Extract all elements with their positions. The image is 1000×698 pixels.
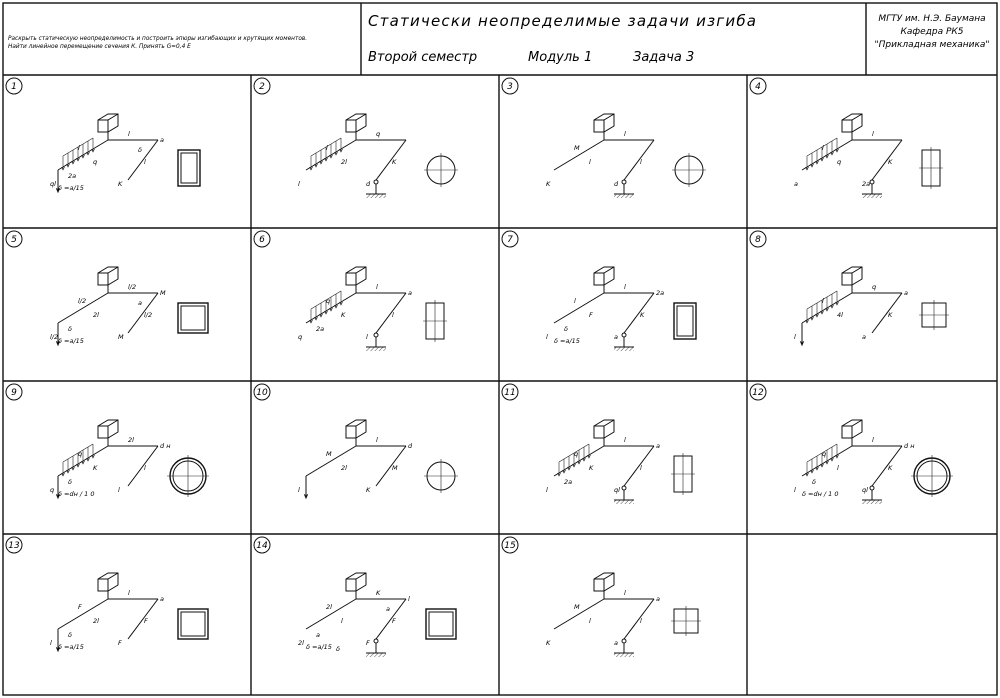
dimension-label: l/2	[128, 283, 137, 291]
dimension-label: l	[118, 486, 120, 494]
dimension-label: 2l	[326, 603, 332, 611]
fixed-support-icon	[346, 267, 366, 285]
dimension-label: M	[160, 289, 166, 297]
cross-section-tube	[178, 150, 200, 186]
dimension-label: 2a	[656, 289, 665, 297]
dimension-label: q	[376, 130, 381, 138]
dimension-label: δ	[336, 645, 340, 653]
dimension-label: l	[376, 436, 378, 444]
dimension-label: 2a	[68, 172, 77, 180]
cross-section-square	[919, 300, 949, 330]
problem-number: 8	[755, 235, 761, 245]
problem-cell-9	[6, 384, 209, 498]
fixed-support-icon	[98, 573, 118, 591]
fixed-support-icon	[98, 420, 118, 438]
dimension-label: K	[640, 311, 645, 319]
dimension-label: a	[862, 333, 866, 341]
dimension-label: l	[366, 333, 368, 341]
dimension-label: q	[298, 333, 303, 341]
dimension-label: l	[144, 158, 146, 166]
dimension-label: a	[656, 595, 660, 603]
dimension-label: ql	[50, 180, 56, 188]
dimension-label: l	[624, 589, 626, 597]
dimension-label: K	[546, 180, 551, 188]
dimension-label: K	[888, 311, 893, 319]
problem-cell-12	[750, 384, 953, 504]
wall-thickness-note: δ =dн / 1 0	[58, 490, 95, 498]
fixed-support-icon	[594, 420, 614, 438]
dimension-label: a	[794, 180, 798, 188]
dimension-label: K	[341, 311, 346, 319]
dimension-label: δ	[68, 478, 72, 486]
dimension-label: l	[589, 158, 591, 166]
dimension-label: δ	[564, 325, 568, 333]
problem-cell-7	[502, 231, 696, 351]
problem-cell-4	[750, 78, 943, 198]
dimension-label: F	[78, 603, 82, 611]
cross-section-sqtube	[426, 609, 456, 639]
dimension-label: 2l	[341, 464, 347, 472]
dimension-label: M	[326, 450, 332, 458]
problem-number: 11	[504, 388, 516, 398]
dimension-label: a	[160, 595, 164, 603]
dimension-label: l	[78, 144, 80, 152]
dimension-label: l	[128, 589, 130, 597]
dimension-label: a	[386, 605, 390, 613]
dimension-label: l	[298, 486, 300, 494]
problem-cell-14	[254, 537, 456, 657]
dimension-label: l	[144, 464, 146, 472]
problem-number: 3	[507, 82, 513, 92]
problem-grid	[3, 75, 997, 695]
semester-label: Второй семестр	[368, 50, 478, 65]
dimension-label: q	[574, 450, 579, 458]
dimension-label: F	[366, 639, 370, 647]
dimension-label: M	[392, 464, 398, 472]
problem-number: 6	[259, 235, 265, 245]
dimension-label: K	[888, 464, 893, 472]
wall-thickness-note: δ =a/15	[554, 337, 580, 345]
dimension-label: l/2	[50, 333, 59, 341]
sheet-frame	[3, 3, 997, 695]
dimension-label: l	[546, 486, 548, 494]
dimension-label: l	[640, 158, 642, 166]
cross-section-circle	[672, 153, 706, 187]
problem-cell-13	[6, 537, 208, 651]
dimension-label: F	[589, 311, 593, 319]
problem-cell-3	[502, 78, 706, 198]
dimension-label: l	[128, 130, 130, 138]
dimension-label: l	[872, 130, 874, 138]
dimension-label: l	[822, 297, 824, 305]
problem-number: 12	[752, 388, 764, 398]
problem-number: 15	[504, 541, 516, 551]
problem-cell-11	[502, 384, 695, 504]
cross-section-solid	[919, 147, 943, 189]
dimension-label: l	[326, 144, 328, 152]
dimension-label: d	[614, 180, 619, 188]
cross-section-solid	[423, 300, 447, 342]
wall-thickness-note: δ =dн / 1 0	[802, 490, 839, 498]
dimension-label: l	[794, 486, 796, 494]
dimension-label: 2l	[93, 617, 99, 625]
cross-section-solid	[671, 453, 695, 495]
dimension-label: K	[93, 464, 98, 472]
dimension-label: l	[837, 464, 839, 472]
cross-section-circle	[424, 459, 458, 493]
dimension-label: K	[392, 158, 397, 166]
dimension-label: l	[392, 311, 394, 319]
dimension-label: a	[614, 639, 618, 647]
dimension-label: l/2	[144, 311, 153, 319]
dimension-label: l	[640, 617, 642, 625]
dimension-label: q	[78, 450, 83, 458]
dimension-label: K	[888, 158, 893, 166]
dimension-label: q	[50, 486, 55, 494]
cross-section-ring	[911, 455, 953, 497]
dimension-label: l	[624, 130, 626, 138]
dimension-label: l	[822, 144, 824, 152]
dimension-label: δ	[138, 146, 142, 154]
dimension-label: M	[118, 333, 124, 341]
dimension-label: q	[93, 158, 98, 166]
dimension-label: 2l	[128, 436, 134, 444]
dimension-label: K	[376, 589, 381, 597]
dimension-label: δ	[68, 325, 72, 333]
dimension-label: 4l	[837, 311, 843, 319]
task-statement-line-1: Раскрыть статическую неопределимость и построить эпюры изгибающих и крутящих моментов.	[8, 36, 308, 42]
dimension-label: a	[138, 299, 142, 307]
cross-section-sqtube	[178, 303, 208, 333]
dimension-label: F	[144, 617, 148, 625]
dimension-label: l	[624, 436, 626, 444]
dimension-label: l	[794, 333, 796, 341]
problem-number: 10	[256, 388, 268, 398]
dimension-label: l	[589, 617, 591, 625]
problem-cell-1	[6, 78, 200, 192]
org-line-1: МГТУ им. Н.Э. Баумана	[878, 14, 986, 24]
dimension-label: q	[872, 283, 877, 291]
dimension-label: a	[316, 631, 320, 639]
dimension-label: a	[408, 289, 412, 297]
dimension-label: M	[574, 603, 580, 611]
dimension-label: l	[341, 617, 343, 625]
dimension-label: l	[298, 180, 300, 188]
dimension-label: 2l	[298, 639, 304, 647]
dimension-label: δ	[68, 631, 72, 639]
dimension-label: q	[326, 297, 331, 305]
fixed-support-icon	[346, 573, 366, 591]
dimension-label: δ	[812, 478, 816, 486]
dimension-label: l	[376, 283, 378, 291]
task-number-label: Задача 3	[633, 50, 695, 65]
dimension-label: a	[160, 136, 164, 144]
problem-cell-2	[254, 78, 458, 198]
dimension-label: d н	[160, 442, 171, 450]
dimension-label: K	[118, 180, 123, 188]
title-block	[3, 3, 997, 75]
fixed-support-icon	[346, 420, 366, 438]
dimension-label: l	[408, 595, 410, 603]
problem-cell-5	[6, 231, 208, 345]
dimension-label: F	[392, 617, 396, 625]
module-label: Модуль 1	[528, 50, 593, 65]
dimension-label: K	[546, 639, 551, 647]
dimension-label: d	[366, 180, 371, 188]
dimension-label: a	[656, 442, 660, 450]
fixed-support-icon	[842, 114, 862, 132]
fixed-support-icon	[346, 114, 366, 132]
cross-section-circle	[424, 153, 458, 187]
dimension-label: M	[574, 144, 580, 152]
fixed-support-icon	[594, 573, 614, 591]
dimension-label: 2a	[862, 180, 871, 188]
dimension-label: 2a	[564, 478, 573, 486]
dimension-label: l	[872, 436, 874, 444]
dimension-label: l	[574, 297, 576, 305]
dimension-label: 2l	[341, 158, 347, 166]
dimension-label: l	[624, 283, 626, 291]
dimension-label: q	[837, 158, 842, 166]
dimension-label: d н	[904, 442, 915, 450]
wall-thickness-note: δ =a/15	[58, 184, 84, 192]
problem-number: 14	[256, 541, 268, 551]
task-statement-line-2: Найти линейное перемещение сечения К. Принять G=0,4 E	[8, 44, 191, 50]
cross-section-tube	[674, 303, 696, 339]
dimension-label: K	[589, 464, 594, 472]
dimension-label: d	[408, 442, 413, 450]
problem-number: 13	[8, 541, 20, 551]
cross-section-sqtube	[178, 609, 208, 639]
fixed-support-icon	[98, 114, 118, 132]
problem-number: 5	[11, 235, 17, 245]
sheet-title: Статически неопределимые задачи изгиба	[368, 12, 758, 30]
wall-thickness-note: δ =a/15	[306, 643, 332, 651]
wall-thickness-note: δ =a/15	[58, 337, 84, 345]
problem-cell-15	[502, 537, 701, 657]
problem-number: 9	[11, 388, 17, 398]
dimension-label: q	[822, 450, 827, 458]
problem-cell-10	[254, 384, 458, 498]
dimension-label: ql	[614, 486, 620, 494]
problem-cell-6	[254, 231, 447, 351]
dimension-label: a	[904, 289, 908, 297]
dimension-label: a	[614, 333, 618, 341]
wall-thickness-note: δ =a/15	[58, 643, 84, 651]
fixed-support-icon	[594, 267, 614, 285]
problem-cell-8	[750, 231, 949, 345]
dimension-label: F	[118, 639, 122, 647]
problem-number: 1	[11, 82, 17, 92]
problem-number: 4	[755, 82, 761, 92]
dimension-label: l/2	[78, 297, 87, 305]
fixed-support-icon	[842, 267, 862, 285]
dimension-label: K	[366, 486, 371, 494]
dimension-label: 2a	[316, 325, 325, 333]
dimension-label: 2l	[93, 311, 99, 319]
fixed-support-icon	[98, 267, 118, 285]
problem-cells	[6, 78, 953, 657]
dimension-label: ql	[862, 486, 868, 494]
problem-number: 2	[259, 82, 265, 92]
org-line-3: "Прикладная механика"	[874, 40, 990, 50]
fixed-support-icon	[594, 114, 614, 132]
cross-section-square	[671, 606, 701, 636]
dimension-label: l	[640, 464, 642, 472]
problem-number: 7	[507, 235, 513, 245]
fixed-support-icon	[842, 420, 862, 438]
dimension-label: l	[50, 639, 52, 647]
cross-section-ring	[167, 455, 209, 497]
dimension-label: l	[546, 333, 548, 341]
org-line-2: Кафедра РК5	[900, 27, 964, 37]
